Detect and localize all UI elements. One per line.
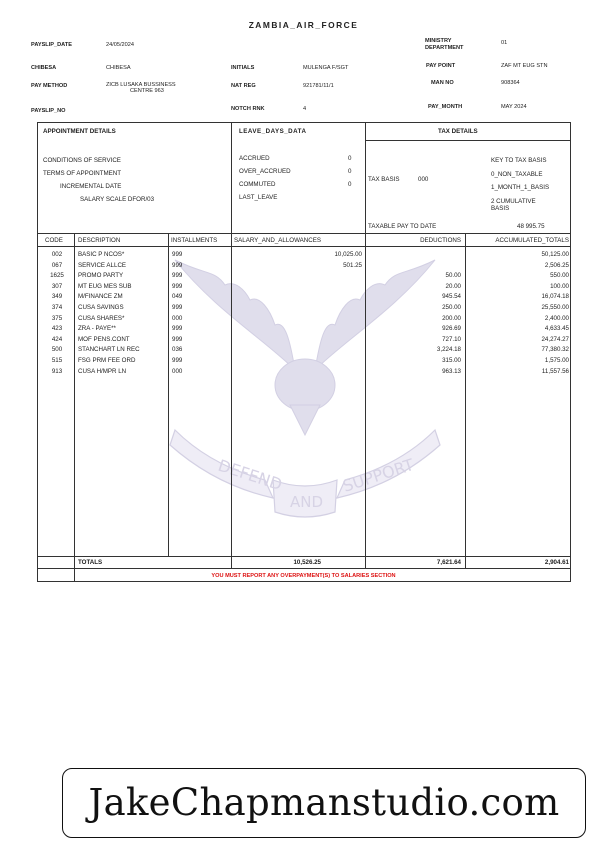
man-no-value: 908364: [501, 80, 520, 86]
tax-month-basis: 1_MONTH_1_BASIS: [491, 184, 550, 191]
cell-accumulated: 2,506.25: [544, 262, 569, 269]
cell-salary: 501.25: [343, 262, 362, 269]
accrued-label: ACCRUED: [239, 155, 270, 162]
ministry-value: 01: [501, 40, 508, 46]
totals-top-divider: [37, 556, 571, 557]
commuted-value: 0: [348, 181, 352, 188]
overpayment-notice: YOU MUST REPORT ANY OVERPAYMENT(S) TO SALARIES SECTION: [211, 573, 396, 579]
col-divider-inst: [231, 233, 232, 569]
column-header-divider: [37, 246, 571, 247]
cell-accumulated: 2,400.00: [544, 315, 569, 322]
nat-reg-value: 921781/11/1: [303, 83, 334, 89]
commuted-label: COMMUTED: [239, 181, 276, 188]
cell-code: 374: [51, 304, 63, 311]
totals-salary: 10,526.25: [293, 559, 321, 566]
payslip-date-label: PAYSLIP_DATE: [31, 42, 72, 48]
col-header-installments: INSTALLMENTS: [171, 237, 218, 244]
brand-text: JakeChapmanstudio.com: [88, 781, 560, 824]
last-leave-label: LAST_LEAVE: [239, 194, 278, 201]
cell-code: 913: [51, 368, 63, 375]
conditions-of-service: CONDITIONS OF SERVICE: [43, 157, 121, 164]
cell-accumulated: 77,380.32: [541, 346, 569, 353]
pay-month-value: MAY 2024: [501, 104, 527, 110]
tax-cumulative-1: 2 CUMULATIVE: [491, 198, 536, 205]
cell-description: M/FINANCE ZM: [78, 293, 123, 300]
cell-code: 002: [51, 251, 63, 258]
taxable-pay-value: 48 995.75: [517, 223, 545, 230]
cell-deductions: 20.00: [445, 283, 461, 290]
notch-value: 4: [303, 106, 307, 112]
pay-point-label: PAY POINT: [426, 63, 456, 69]
col-header-deductions: DEDUCTIONS: [420, 237, 461, 244]
notch-label: NOTCH RNK: [231, 106, 265, 112]
cell-accumulated: 25,550.00: [541, 304, 569, 311]
pay-method-value-2: CENTRE 963: [130, 88, 164, 94]
cell-description: ZRA - PAYE**: [78, 325, 116, 332]
cell-salary: 10,025.00: [334, 251, 362, 258]
cell-deductions: 945.54: [442, 293, 461, 300]
cell-description: CUSA SHARES*: [78, 315, 125, 322]
totals-bottom-divider: [37, 568, 571, 569]
cell-code: 349: [51, 293, 63, 300]
col-header-accumulated: ACCUMULATED_TOTALS: [495, 237, 569, 244]
col-header-description: DESCRIPTION: [78, 237, 121, 244]
surname-label: CHIBESA: [31, 65, 57, 71]
cell-installments: 999: [172, 283, 183, 290]
over-accrued-label: OVER_ACCRUED: [239, 168, 291, 175]
cell-code: 067: [51, 262, 63, 269]
surname-value: CHIBESA: [106, 65, 131, 71]
col-header-code: CODE: [45, 237, 63, 244]
payslip-no-label: PAYSLIP_NO: [31, 108, 66, 114]
tax-basis-value: 000: [418, 176, 429, 183]
man-no-label: MAN NO: [431, 80, 454, 86]
cell-accumulated: 16,074.18: [541, 293, 569, 300]
ministry-label: MINISTRY DEPARTMENT: [425, 38, 464, 51]
cell-code: 1625: [50, 272, 64, 279]
accrued-value: 0: [348, 155, 352, 162]
totals-deductions: 7,621.64: [436, 559, 461, 566]
cell-installments: 999: [172, 325, 183, 332]
pay-method-label: PAY METHOD: [31, 83, 68, 89]
details-divider: [37, 233, 571, 234]
brand-banner: [62, 768, 586, 838]
totals-label: TOTALS: [78, 559, 103, 566]
document-title: ZAMBIA_AIR_FORCE: [248, 20, 359, 30]
cell-installments: 000: [172, 368, 183, 375]
cell-code: 375: [51, 315, 63, 322]
cell-description: BASIC P NCOS*: [78, 251, 125, 258]
nat-reg-label: NAT REG: [231, 83, 256, 89]
tax-header-divider: [365, 140, 571, 141]
cell-installments: 999: [172, 336, 183, 343]
col-divider-desc: [168, 233, 169, 556]
cell-code: 515: [51, 357, 63, 364]
cell-description: PROMO PARTY: [78, 272, 124, 279]
cell-installments: 999: [172, 304, 183, 311]
appointment-heading: APPOINTMENT DETAILS: [43, 128, 116, 135]
leave-tax-divider: [365, 122, 366, 233]
initials-value: MULENGA F/SGT: [303, 65, 349, 71]
cell-description: CUSA SAVINGS: [78, 304, 124, 311]
cell-accumulated: 100.00: [550, 283, 569, 290]
cell-installments: 036: [172, 346, 183, 353]
cell-accumulated: 1,575.00: [544, 357, 569, 364]
cell-accumulated: 11,557.56: [541, 368, 569, 375]
cell-accumulated: 550.00: [550, 272, 569, 279]
cell-description: MT EUG MES SUB: [78, 283, 132, 290]
tax-cumulative-2: BASIS: [491, 205, 510, 212]
cell-installments: 999: [172, 251, 183, 258]
cell-deductions: 926.69: [442, 325, 461, 332]
cell-installments: 999: [172, 262, 183, 269]
cell-description: SERVICE ALLCE: [78, 262, 127, 269]
leave-heading: LEAVE_DAYS_DATA: [239, 128, 307, 135]
col-header-salary: SALARY_AND_ALLOWANCES: [234, 237, 322, 244]
tax-heading: TAX DETAILS: [438, 128, 478, 135]
cell-accumulated: 4,633.45: [544, 325, 569, 332]
watermark-support: SUPPORT: [340, 455, 417, 496]
cell-installments: 000: [172, 315, 183, 322]
pay-month-label: PAY_MONTH: [428, 104, 463, 110]
cell-deductions: 250.00: [442, 304, 461, 311]
over-accrued-value: 0: [348, 168, 352, 175]
cell-deductions: 3,224.18: [436, 346, 461, 353]
cell-description: CUSA H/MPR LN: [78, 368, 127, 375]
cell-description: STANCHART LN REC: [78, 346, 140, 353]
tax-key-label: KEY TO TAX BASIS: [491, 157, 547, 164]
cell-installments: 049: [172, 293, 183, 300]
terms-of-appointment: TERMS OF APPOINTMENT: [43, 170, 122, 177]
tax-basis-label: TAX BASIS: [368, 176, 400, 183]
cell-installments: 999: [172, 272, 183, 279]
cell-deductions: 50.00: [445, 272, 461, 279]
salary-scale: SALARY SCALE DFOR/03: [80, 196, 155, 203]
cell-code: 500: [51, 346, 63, 353]
initials-label: INITIALS: [231, 65, 255, 71]
cell-accumulated: 50,125.00: [541, 251, 569, 258]
payslip-date-value: 24/05/2024: [106, 42, 134, 48]
pay-point-value: ZAF MT EUG STN: [501, 63, 548, 69]
appointment-leave-divider: [231, 122, 232, 233]
taxable-pay-label: TAXABLE PAY TO DATE: [368, 223, 437, 230]
cell-deductions: 963.13: [442, 368, 461, 375]
cell-deductions: 315.00: [442, 357, 461, 364]
cell-code: 424: [51, 336, 63, 343]
cell-code: 307: [51, 283, 63, 290]
tax-non-taxable: 0_NON_TAXABLE: [491, 171, 543, 178]
pay-method-value-1: ZICB LUSAKA BUSSINESS: [106, 82, 176, 88]
cell-deductions: 200.00: [442, 315, 461, 322]
totals-accumulated: 2,904.61: [544, 559, 569, 566]
cell-description: MOF PENS.CONT: [78, 336, 130, 343]
cell-accumulated: 24,274.27: [541, 336, 569, 343]
watermark-and: AND: [290, 493, 324, 511]
cell-description: FSG PRM FEE ORD: [78, 357, 136, 364]
cell-code: 423: [51, 325, 63, 332]
incremental-date: INCREMENTAL DATE: [60, 183, 122, 190]
cell-deductions: 727.10: [442, 336, 461, 343]
watermark-defend: DEFEND: [215, 455, 285, 495]
col-divider-code: [74, 233, 75, 582]
cell-installments: 999: [172, 357, 183, 364]
